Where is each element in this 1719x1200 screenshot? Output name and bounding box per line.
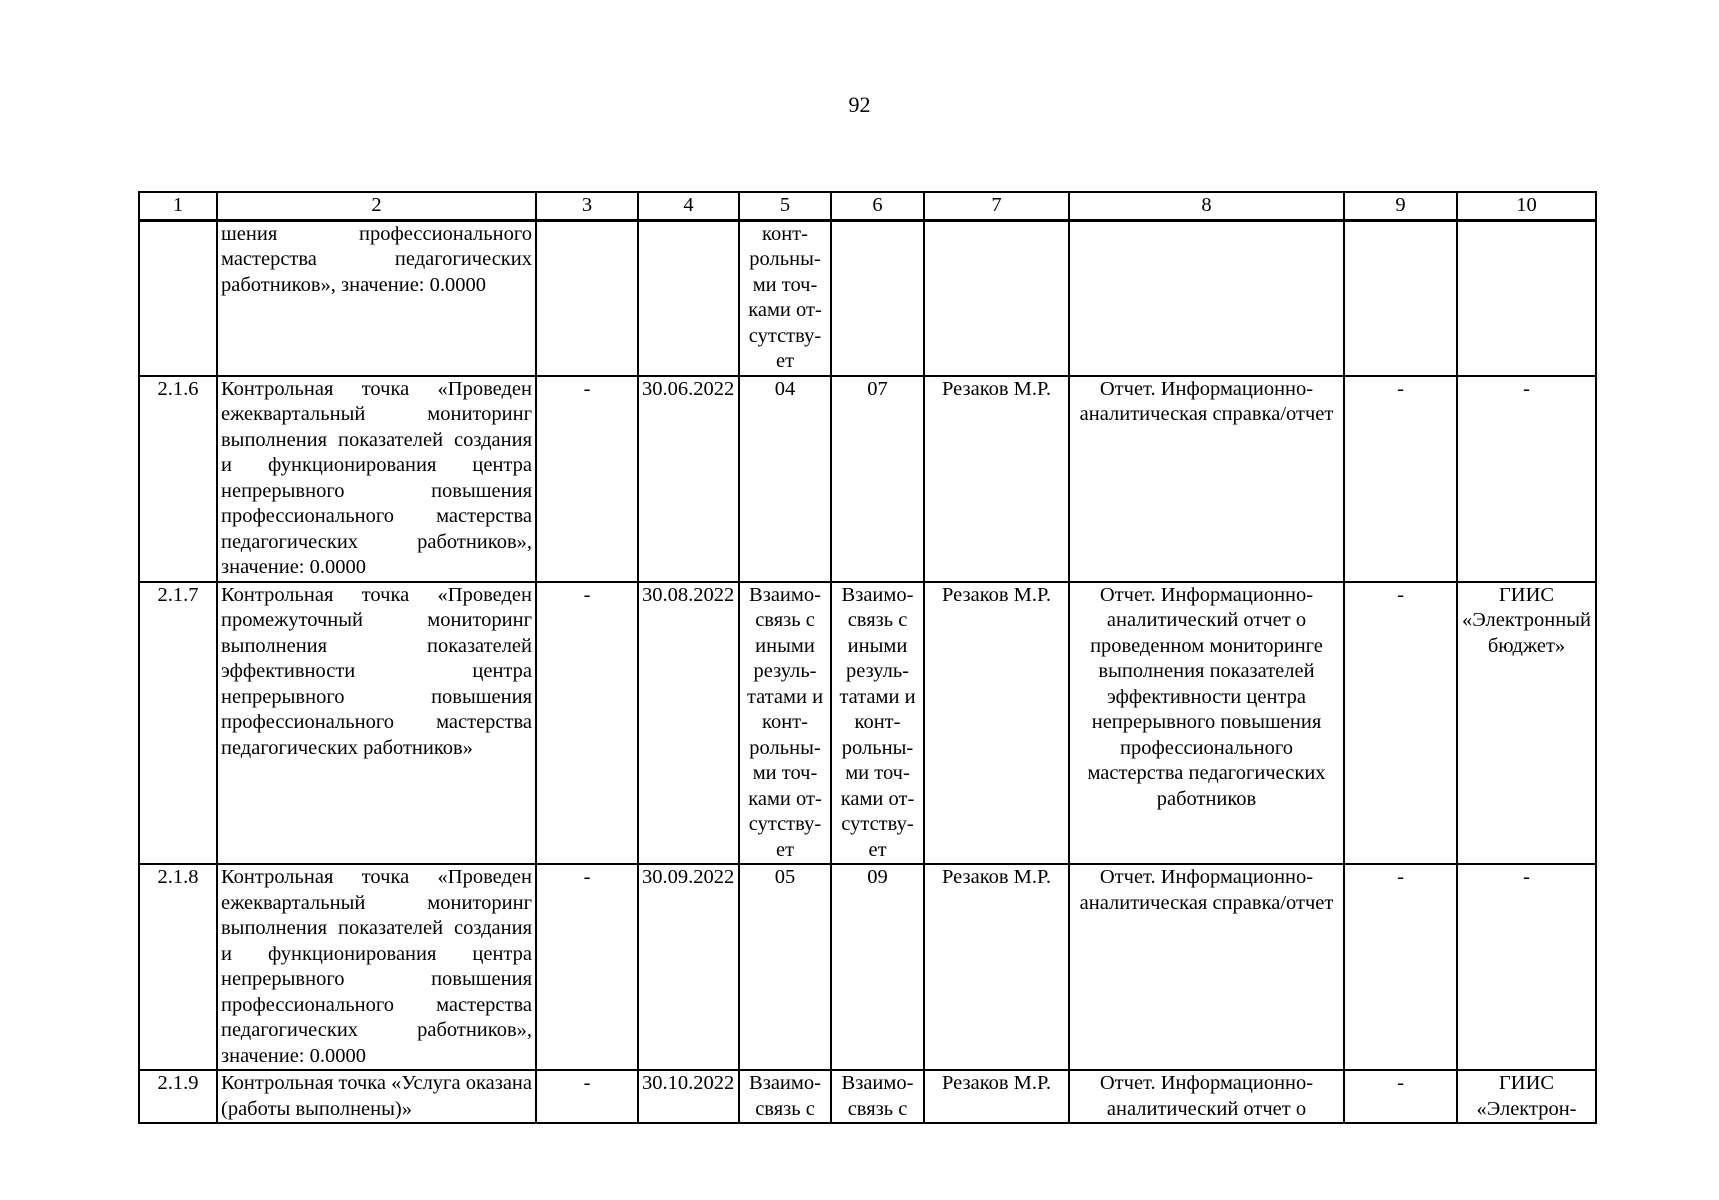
cell-line: конт- — [762, 711, 808, 733]
cell-line: сутству- — [748, 813, 822, 835]
cell-line: иными — [755, 634, 815, 657]
cell-line: татами и — [839, 685, 916, 708]
cell-line: ками от- — [748, 787, 822, 810]
row-col3: - — [536, 376, 638, 582]
row-description: Контрольная точка «Проведен ежеквартальный мониторинг выполнения показателей создания и функционирования центра непрерывного повышения профессионального мастерства педагогических работников», значение: 0.0000 — [217, 376, 536, 582]
cell-line: ет — [775, 350, 795, 372]
row-date — [638, 220, 739, 376]
row-responsible: Резаков М.Р. — [924, 582, 1069, 865]
row-document: Отчет. Информационно-аналитический отчет о — [1069, 1070, 1344, 1123]
checkpoints-table — [138, 191, 1597, 1124]
row-system: ГИИС «Электронный бюджет» — [1457, 582, 1596, 865]
row-col5 — [739, 220, 831, 376]
cell-line: Взаимо- — [841, 583, 914, 606]
cell-line: татами и — [746, 685, 824, 708]
row-number — [139, 220, 217, 376]
row-system: - — [1457, 376, 1596, 582]
row-number: 2.1.9 — [139, 1070, 217, 1123]
cell-line: ми точ- — [752, 762, 818, 784]
row-col3 — [536, 220, 638, 376]
table-row — [139, 376, 1596, 582]
row-date: 30.06.2022 — [638, 376, 739, 582]
row-system: - — [1457, 864, 1596, 1070]
cell-line: резуль- — [753, 660, 817, 682]
row-col9: - — [1344, 376, 1457, 582]
row-document: Отчет. Информационно-аналитическая справка/отчет — [1069, 376, 1344, 582]
row-date: 30.08.2022 — [638, 582, 739, 865]
row-description: Контрольная точка «Проведен промежуточный мониторинг выполнения показателей эффективности центра непрерывного повышения профессионального мастерства педагогических работников» — [217, 582, 536, 865]
table-row — [139, 864, 1596, 1070]
cell-line: Взаимо- — [749, 1072, 821, 1094]
cell-line: рольны- — [749, 248, 821, 270]
cell-line: 04 — [774, 377, 796, 400]
row-system: ГИИС «Электрон- — [1457, 1070, 1596, 1123]
row-col5 — [739, 864, 831, 1070]
column-header: 10 — [1457, 192, 1596, 220]
cell-line: сутству- — [841, 813, 914, 835]
cell-line: Взаимо- — [749, 583, 821, 606]
row-col3: - — [536, 582, 638, 865]
cell-line: ет — [775, 838, 795, 861]
column-header: 5 — [739, 192, 831, 220]
cell-line: сутству- — [748, 324, 822, 347]
column-header: 9 — [1344, 192, 1457, 220]
cell-line: рольны- — [841, 736, 914, 759]
cell-line: рольны- — [749, 736, 821, 759]
cell-line: связь с — [755, 1097, 815, 1120]
cell-line: ет — [868, 838, 887, 861]
page-number: 92 — [848, 92, 871, 117]
row-col3: - — [536, 1070, 638, 1123]
row-col6 — [831, 220, 924, 376]
cell-line: 05 — [774, 866, 796, 888]
row-description: Контрольная точка «Проведен ежеквартальный мониторинг выполнения показателей создания и функционирования центра непрерывного повышения профессионального мастерства педагогических работников», значение: 0.0000 — [217, 864, 536, 1070]
row-responsible — [924, 220, 1069, 376]
row-system — [1457, 220, 1596, 376]
cell-line: связь с — [847, 609, 908, 631]
row-col6 — [831, 864, 924, 1070]
row-responsible: Резаков М.Р. — [924, 376, 1069, 582]
row-col9 — [1344, 220, 1457, 376]
row-document: Отчет. Информационно-аналитический отчет о проведенном мониторинге выполнения показателей эффективности центра непрерывного повышения профессионального мастерства педагогических работников — [1069, 582, 1344, 865]
cell-line: конт- — [762, 222, 808, 245]
cell-line: иными — [847, 634, 908, 657]
column-header: 6 — [831, 192, 924, 220]
row-col3: - — [536, 864, 638, 1070]
row-responsible: Резаков М.Р. — [924, 864, 1069, 1070]
row-col6 — [831, 376, 924, 582]
row-col5 — [739, 376, 831, 582]
row-col6 — [831, 1070, 924, 1123]
cell-line: 07 — [867, 377, 888, 400]
row-col9: - — [1344, 582, 1457, 865]
row-date: 30.09.2022 — [638, 864, 739, 1070]
table-row — [139, 582, 1596, 865]
column-header: 3 — [536, 192, 638, 220]
table-header-row — [139, 192, 1596, 220]
row-responsible: Резаков М.Р. — [924, 1070, 1069, 1123]
row-description: шения профессионального мастерства педагогических работников», значение: 0.0000 — [217, 220, 536, 376]
row-document: Отчет. Информационно-аналитическая справка/отчет — [1069, 864, 1344, 1070]
row-number: 2.1.7 — [139, 582, 217, 865]
row-description: Контрольная точка «Услуга оказана (работы выполнены)» — [217, 1070, 536, 1123]
column-header: 1 — [139, 192, 217, 220]
cell-line: ми точ- — [752, 273, 818, 296]
cell-line: связь с — [847, 1097, 908, 1120]
row-date: 30.10.2022 — [638, 1070, 739, 1123]
row-col9: - — [1344, 1070, 1457, 1123]
row-col9: - — [1344, 864, 1457, 1070]
row-col6 — [831, 582, 924, 865]
column-header: 2 — [217, 192, 536, 220]
cell-line: резуль- — [845, 660, 910, 682]
row-number: 2.1.6 — [139, 376, 217, 582]
cell-line: ми точ- — [845, 762, 910, 784]
row-col5 — [739, 582, 831, 865]
column-header: 4 — [638, 192, 739, 220]
cell-line: ками от- — [840, 787, 915, 810]
cell-line: конт- — [854, 711, 901, 733]
cell-line: 09 — [867, 866, 888, 888]
row-col5 — [739, 1070, 831, 1123]
table-row — [139, 220, 1596, 376]
table-row — [139, 1070, 1596, 1123]
column-header: 7 — [924, 192, 1069, 220]
cell-line: Взаимо- — [841, 1072, 914, 1094]
row-document — [1069, 220, 1344, 376]
cell-line: ками от- — [748, 299, 822, 321]
row-number: 2.1.8 — [139, 864, 217, 1070]
column-header: 8 — [1069, 192, 1344, 220]
cell-line: связь с — [755, 609, 815, 631]
